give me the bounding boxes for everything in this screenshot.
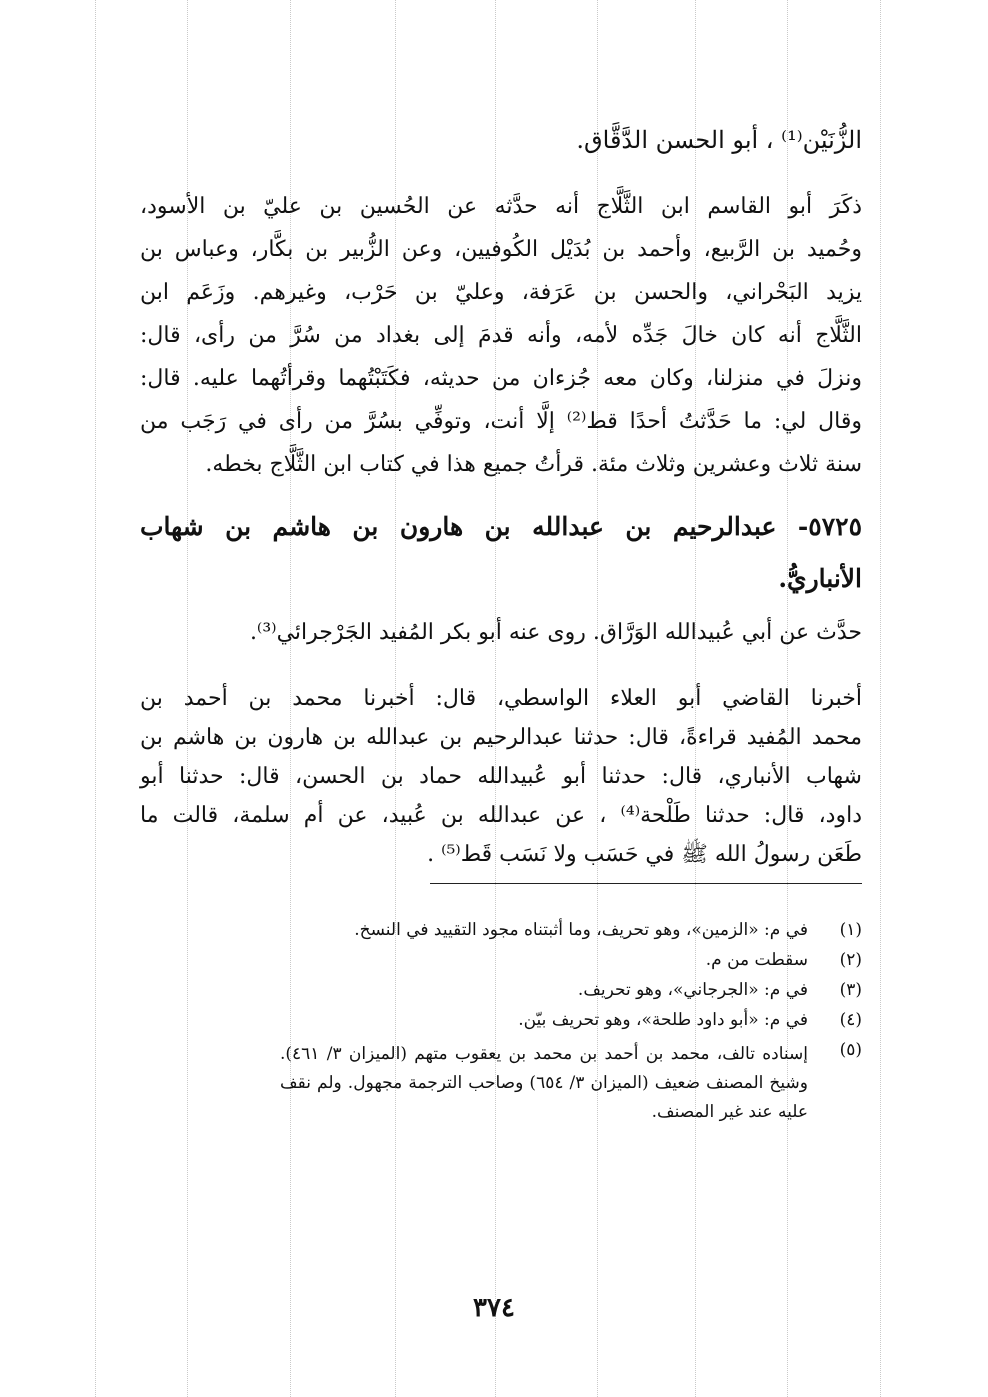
footnote-separator-rule	[430, 883, 862, 884]
page-number: ٣٧٤	[473, 1293, 515, 1323]
footnote-text: في م: «الجرجاني»، وهو تحريف.	[577, 980, 808, 1000]
footnote-number: (٣)	[839, 980, 862, 1000]
text-line: ونزلَ في منزلنا، وكان معه جُزءان من حديثه، فكَتَبْتُهما وقرأتُهما عليه. قال:	[140, 366, 862, 391]
text-line: وحُميد بن الرَّبيع، وأحمد بن بُدَيْل الكُوفيين، وعن الزُّبير بن بكَّار، وعباس بن	[140, 237, 862, 262]
footnote-number: (٥)	[839, 1040, 862, 1060]
footnote-text: سقطت من م.	[705, 950, 808, 970]
entry-heading-line: الأنباريُّ.	[778, 564, 862, 593]
entry-heading	[140, 514, 862, 618]
footnote-number: (٢)	[839, 950, 862, 970]
text-line: داود، قال: حدثنا طَلْحة⁽⁴⁾ ، عن عبدالله بن عُبيد، عن أم سلمة، قالت ما	[140, 803, 862, 828]
footnote-text: في م: «الزمين»، وهو تحريف، وما أثبتناه مجود التقييد في النسخ.	[354, 920, 808, 940]
scan-guide-line	[95, 0, 96, 1397]
footnote-item	[280, 920, 862, 940]
footnote-item	[280, 1010, 862, 1030]
footnote-item	[280, 980, 862, 1000]
footnote-text: إسناده تالف، محمد بن أحمد بن محمد بن يعقوب متهم (الميزان ٣/ ٤٦١). وشيخ المصنف ضعيف (الميزان ٣/ ٦٥٤) وصاحب الترجمة مجهول. ولم نقف عليه عند غير المصنف.	[280, 1044, 808, 1122]
paragraph-narrative	[140, 196, 862, 497]
footnote-number: (١)	[839, 920, 862, 940]
text-line: سنة ثلاث وعشرين وثلاث مئة. قرأتُ جميع هذا في كتاب ابن الثَّلَّاج بخطه.	[205, 452, 862, 477]
scan-guide-line	[880, 0, 881, 1397]
text-line: طَعَن رسولُ الله ﷺ في حَسَب ولا نَسَب قَط⁽⁵⁾ .	[427, 842, 862, 867]
footnote-number: (٤)	[839, 1010, 862, 1030]
text-line: الثَّلَّاج أنه كان خالَ جَدِّه لأمه، وأنه قدمَ إلى بغداد من سُرَّ من رأى، قال:	[140, 323, 862, 348]
text-line: أخبرنا القاضي أبو العلاء الواسطي، قال: أخبرنا محمد بن أحمد بن	[140, 686, 862, 711]
text-line: محمد المُفيد قراءةً، قال: حدثنا عبدالرحيم بن عبدالله بن هارون بن هاشم بن	[140, 725, 862, 750]
footnotes	[280, 920, 862, 1137]
continued-heading-line: الزُّنَيْن⁽¹⁾ ، أبو الحسن الدَّقَّاق.	[576, 126, 862, 154]
entry-heading-line: ٥٧٢٥- عبدالرحيم بن عبدالله بن هارون بن هاشم بن شهاب	[140, 512, 862, 541]
text-line: ذكَرَ أبو القاسم ابن الثَّلَّاج أنه حدَّثه عن الحُسين بن عليّ بن الأسود،	[140, 194, 862, 219]
text-line: وقال لي: ما حَدَّثتُ أحدًا قط⁽²⁾ إلَّا أنت، وتوفِّي بسُرَّ من رأى في رَجَب من	[140, 409, 862, 434]
footnote-text: في م: «أبو داود طلحة»، وهو تحريف بيّن.	[518, 1010, 808, 1030]
text-line: يزيد البَحْراني، والحسن بن عَرَفة، وعليّ بن حَرْب، وغيرهم. وزَعَم ابن	[140, 280, 862, 305]
text-line: شهاب الأنباري، قال: حدثنا أبو عُبيدالله حماد بن الحسن، قال: حدثنا أبو	[140, 764, 862, 789]
footnote-item	[280, 950, 862, 970]
paragraph-isnad	[140, 688, 862, 883]
text-line: حدَّث عن أبي عُبيدالله الوَرَّاق. روى عنه أبو بكر المُفيد الجَرْجرائي⁽³⁾.	[249, 620, 862, 645]
paragraph-narration	[140, 622, 862, 644]
footnote-item	[280, 1040, 862, 1127]
